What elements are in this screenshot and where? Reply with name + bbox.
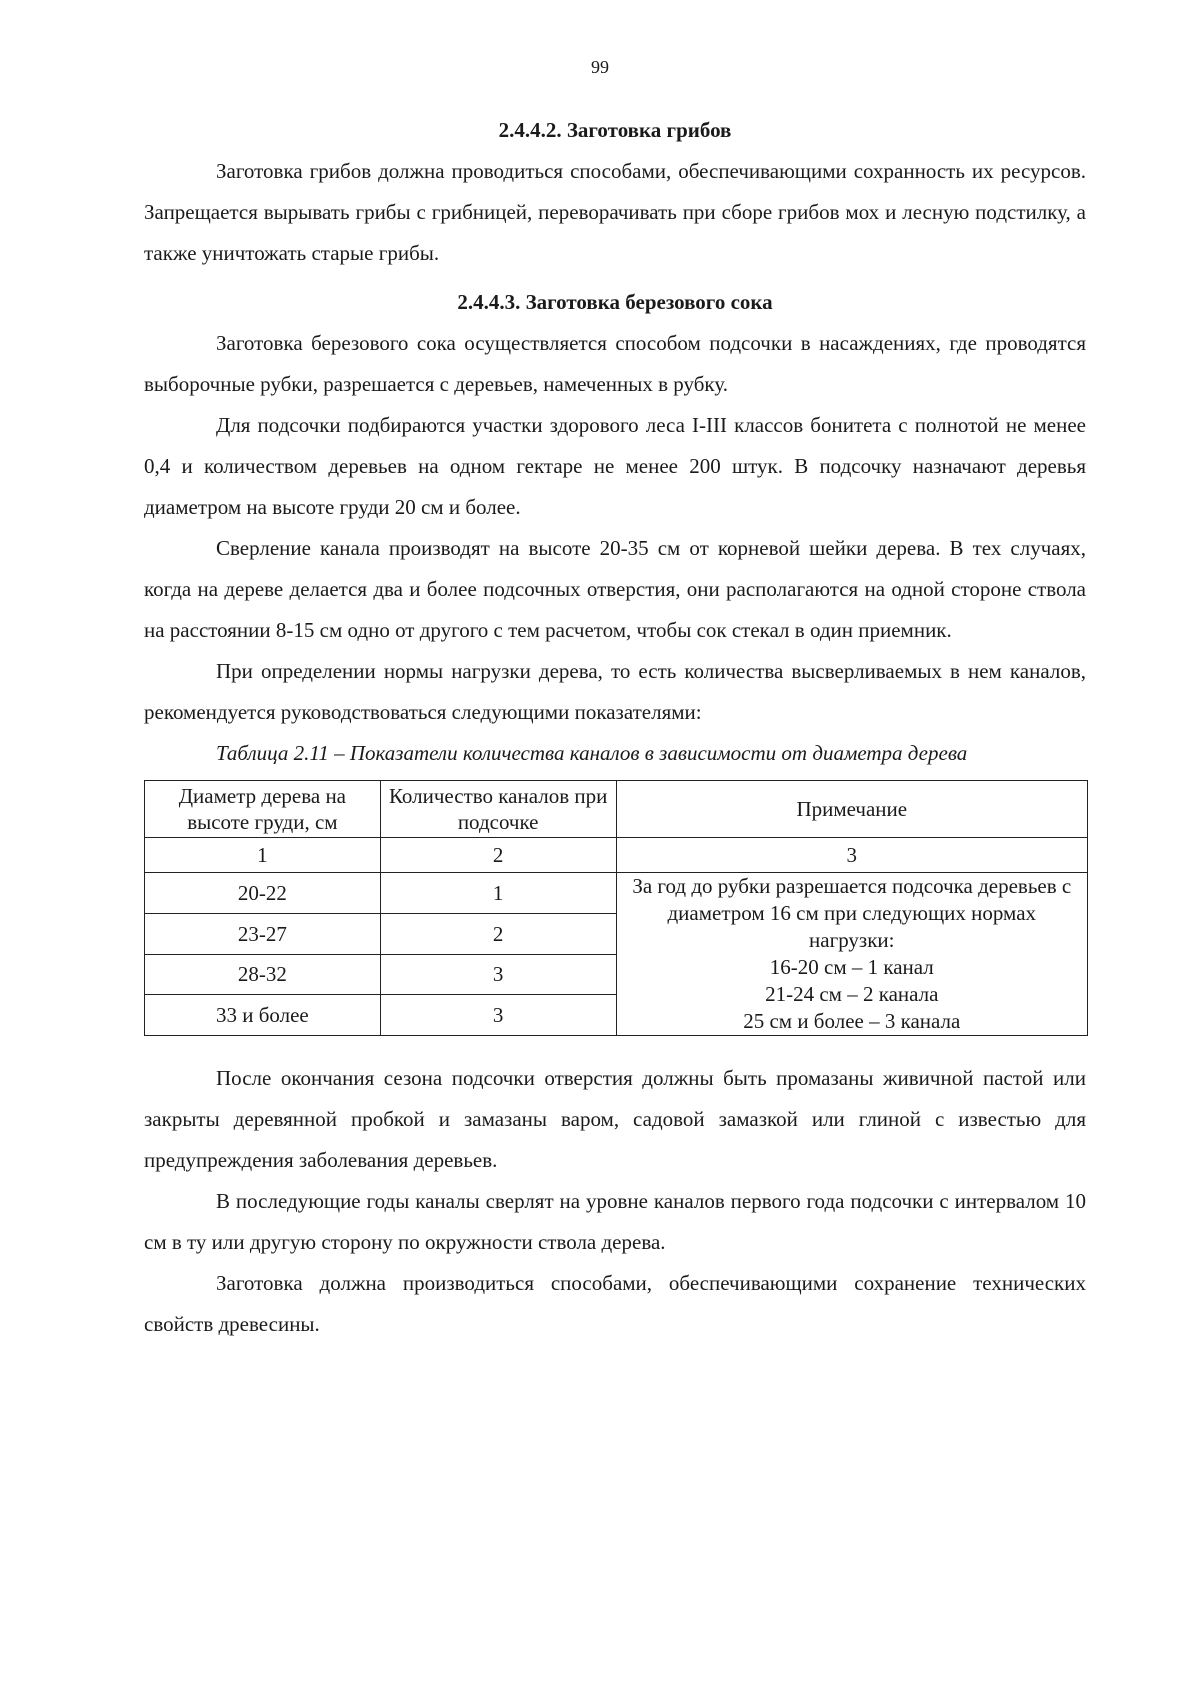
diameter-cell: 33 и более <box>145 995 381 1036</box>
note-line: 25 см и более – 3 канала <box>743 1009 961 1033</box>
paragraph: После окончания сезона подсочки отверстия должны быть промазаны живичной пастой или закрыты деревянной пробкой и замазаны варом, садовой замазкой или глиной с известью для предупреждения заболевания деревьев. <box>144 1066 1086 1172</box>
paragraph: При определении нормы нагрузки дерева, то есть количества высверливаемых в нем каналов, рекомендуется руководствоваться следующими показателями: <box>144 659 1086 724</box>
header-note: Примечание <box>616 781 1087 838</box>
column-number: 1 <box>145 838 381 873</box>
note-line: 16-20 см – 1 канал <box>769 955 934 979</box>
section-heading-mushrooms: 2.4.4.2. Заготовка грибов <box>498 118 732 142</box>
table-header-row <box>145 781 1088 838</box>
column-number: 2 <box>380 838 616 873</box>
note-cell <box>616 873 1087 1036</box>
channels-table <box>144 780 1088 1036</box>
paragraph: Для подсочки подбираются участки здорового леса I-III классов бонитета с полнотой не менее 0,4 и количеством деревьев на одном гектаре не менее 200 штук. В подсочку назначают деревья диаметром на высоте груди 20 см и более. <box>144 413 1086 519</box>
note-line: За год до рубки разрешается подсочка деревьев с диаметром 16 см при следующих нормах нагрузки: <box>632 874 1072 952</box>
note-line: 21-24 см – 2 канала <box>765 982 939 1006</box>
page-number: 99 <box>591 57 609 77</box>
channels-cell: 2 <box>380 913 616 954</box>
diameter-cell: 28-32 <box>145 954 381 995</box>
paragraph: В последующие годы каналы сверлят на уровне каналов первого года подсочки с интервалом 10 см в ту или другую сторону по окружности ствола дерева. <box>144 1189 1086 1254</box>
diameter-cell: 23-27 <box>145 913 381 954</box>
paragraph: Заготовка грибов должна проводиться способами, обеспечивающими сохранность их ресурсов. Запрещается вырывать грибы с грибницей, переворачивать при сборе грибов мох и лесную подстилку, а также уничтожать старые грибы. <box>144 159 1086 265</box>
header-diameter: Диаметр дерева на высоте груди, см <box>145 781 381 838</box>
column-number: 3 <box>616 838 1087 873</box>
after-table-text <box>144 1058 1086 1345</box>
section-heading-birch-sap: 2.4.4.3. Заготовка березового сока <box>457 290 773 314</box>
diameter-cell: 20-22 <box>145 873 381 914</box>
table-row <box>145 873 1088 914</box>
table-caption: Таблица 2.11 – Показатели количества каналов в зависимости от диаметра дерева <box>216 741 968 765</box>
channels-cell: 3 <box>380 995 616 1036</box>
paragraph: Заготовка должна производиться способами, обеспечивающими сохранение технических свойств древесины. <box>144 1271 1086 1336</box>
paragraph: Заготовка березового сока осуществляется способом подсочки в насаждениях, где проводятся выборочные рубки, разрешается с деревьев, намеченных в рубку. <box>144 331 1086 396</box>
page-content <box>144 110 1086 1345</box>
paragraph: Сверление канала производят на высоте 20-35 см от корневой шейки дерева. В тех случаях, когда на дереве делается два и более подсочных отверстия, они располагаются на одной стороне ствола на расстоянии 8-15 см одно от другого с тем расчетом, чтобы сок стекал в один приемник. <box>144 536 1086 642</box>
channels-cell: 1 <box>380 873 616 914</box>
column-number-row <box>145 838 1088 873</box>
header-channels: Количество каналов при подсочке <box>380 781 616 838</box>
channels-cell: 3 <box>380 954 616 995</box>
